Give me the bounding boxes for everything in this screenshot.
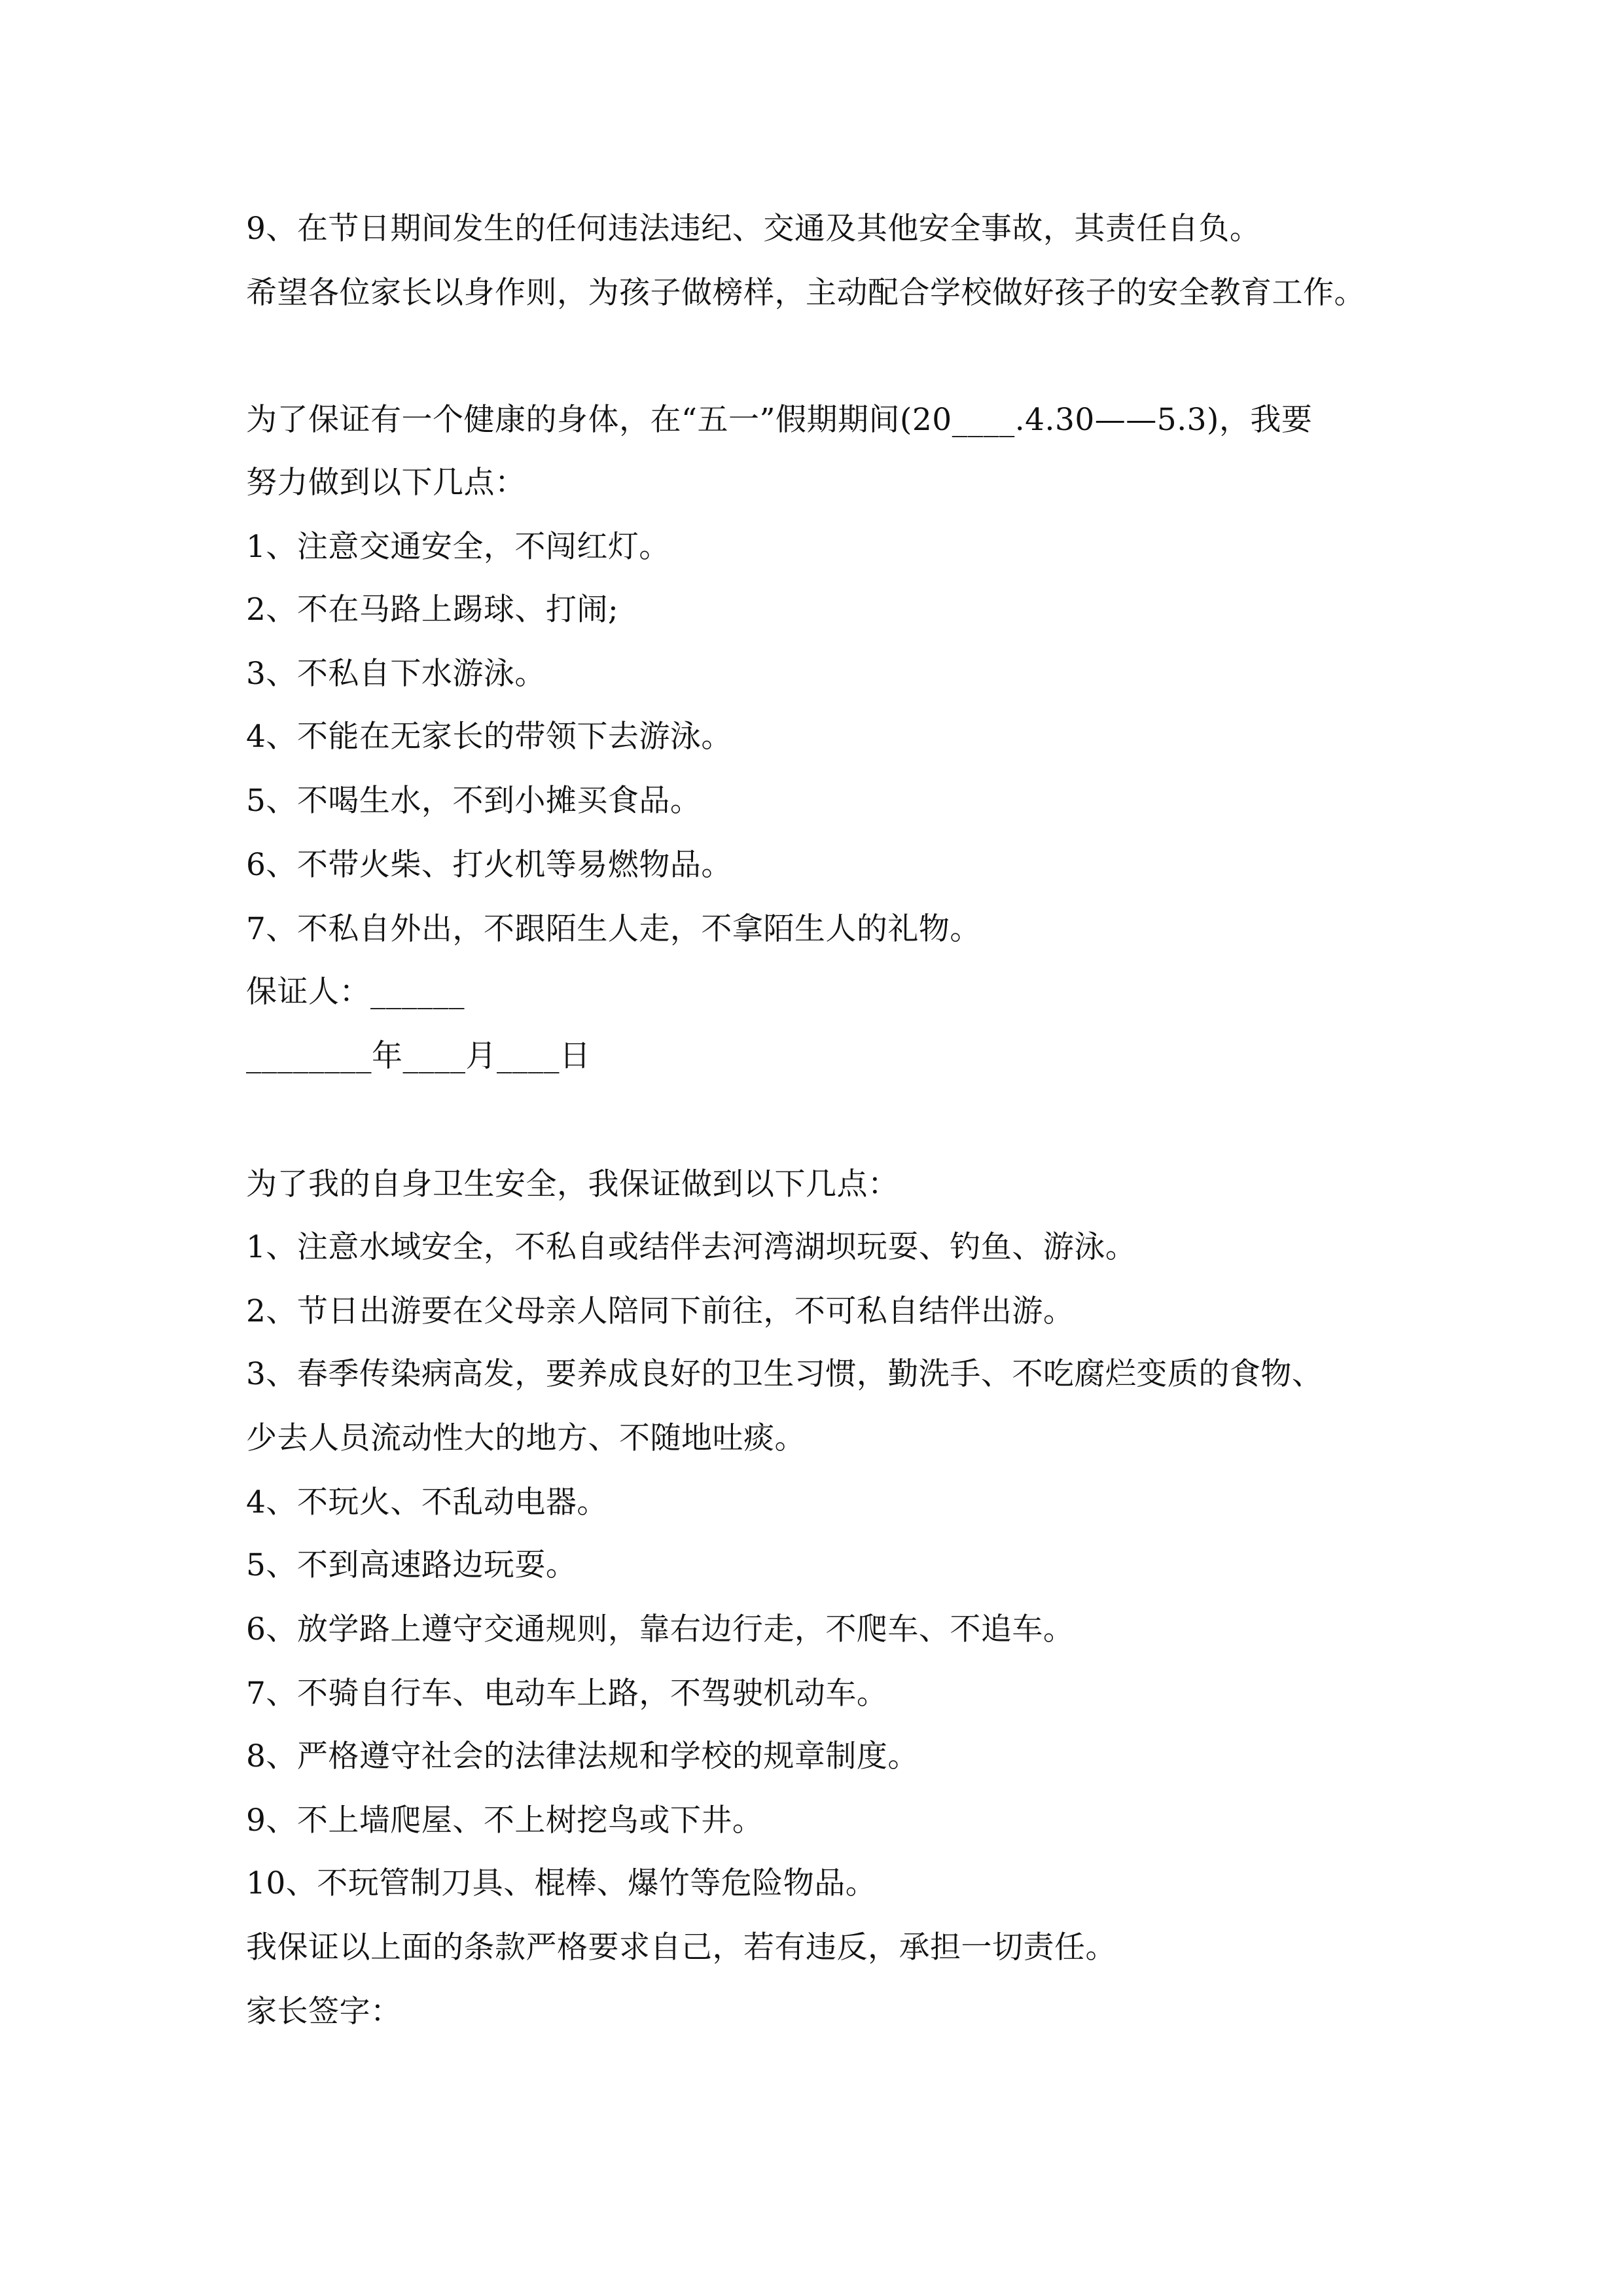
guarantor-signature-line: 保证人：______ (246, 974, 465, 1010)
list-item: 6、不带火柴、打火机等易燃物品。 (246, 847, 732, 883)
list-item: 5、不到高速路边玩耍。 (246, 1547, 577, 1583)
list-item: 8、严格遵守社会的法律法规和学校的规章制度。 (246, 1738, 919, 1774)
list-item: 1、注意水域安全，不私自或结伴去河湾湖坝玩耍、钓鱼、游泳。 (246, 1229, 1137, 1265)
list-item: 4、不玩火、不乱动电器。 (246, 1484, 608, 1520)
list-item: 10、不玩管制刀具、棍棒、爆竹等危险物品。 (246, 1865, 877, 1901)
paragraph-line: 希望各位家长以身作则，为孩子做榜样，主动配合学校做好孩子的安全教育工作。 (246, 275, 1365, 311)
list-item: 3、春季传染病高发，要养成良好的卫生习惯，勤洗手、不吃腐烂变质的食物、 (246, 1356, 1323, 1392)
list-item: 6、放学路上遵守交通规则，靠右边行走，不爬车、不追车。 (246, 1611, 1075, 1647)
list-item: 7、不骑自行车、电动车上路，不驾驶机动车。 (246, 1676, 888, 1712)
paragraph-line: 为了保证有一个健康的身体，在“五一”假期期间(20____.4.30——5.3)，我要 (246, 402, 1313, 438)
parent-signature-line: 家长签字： (246, 1994, 402, 2030)
list-item: 1、注意交通安全，不闯红灯。 (246, 529, 670, 565)
paragraph-line: 我保证以上面的条款严格要求自己，若有违反，承担一切责任。 (246, 1929, 1116, 1965)
list-item: 4、不能在无家长的带领下去游泳。 (246, 719, 732, 755)
paragraph-line: 9、在节日期间发生的任何违法违纪、交通及其他安全事故，其责任自负。 (246, 211, 1261, 247)
list-item-continuation: 少去人员流动性大的地方、不随地吐痰。 (246, 1420, 806, 1456)
list-item: 2、节日出游要在父母亲人陪同下前往，不可私自结伴出游。 (246, 1293, 1075, 1329)
list-item: 3、不私自下水游泳。 (246, 656, 546, 692)
list-item: 7、不私自外出，不跟陌生人走，不拿陌生人的礼物。 (246, 911, 981, 947)
paragraph-line: 为了我的自身卫生安全，我保证做到以下几点： (246, 1166, 899, 1202)
paragraph-line: 努力做到以下几点： (246, 465, 526, 501)
date-line: ________年____月____日 (246, 1038, 591, 1074)
list-item: 9、不上墙爬屋、不上树挖鸟或下井。 (246, 1803, 764, 1839)
list-item: 2、不在马路上踢球、打闹; (246, 592, 619, 628)
list-item: 5、不喝生水，不到小摊买食品。 (246, 783, 702, 819)
